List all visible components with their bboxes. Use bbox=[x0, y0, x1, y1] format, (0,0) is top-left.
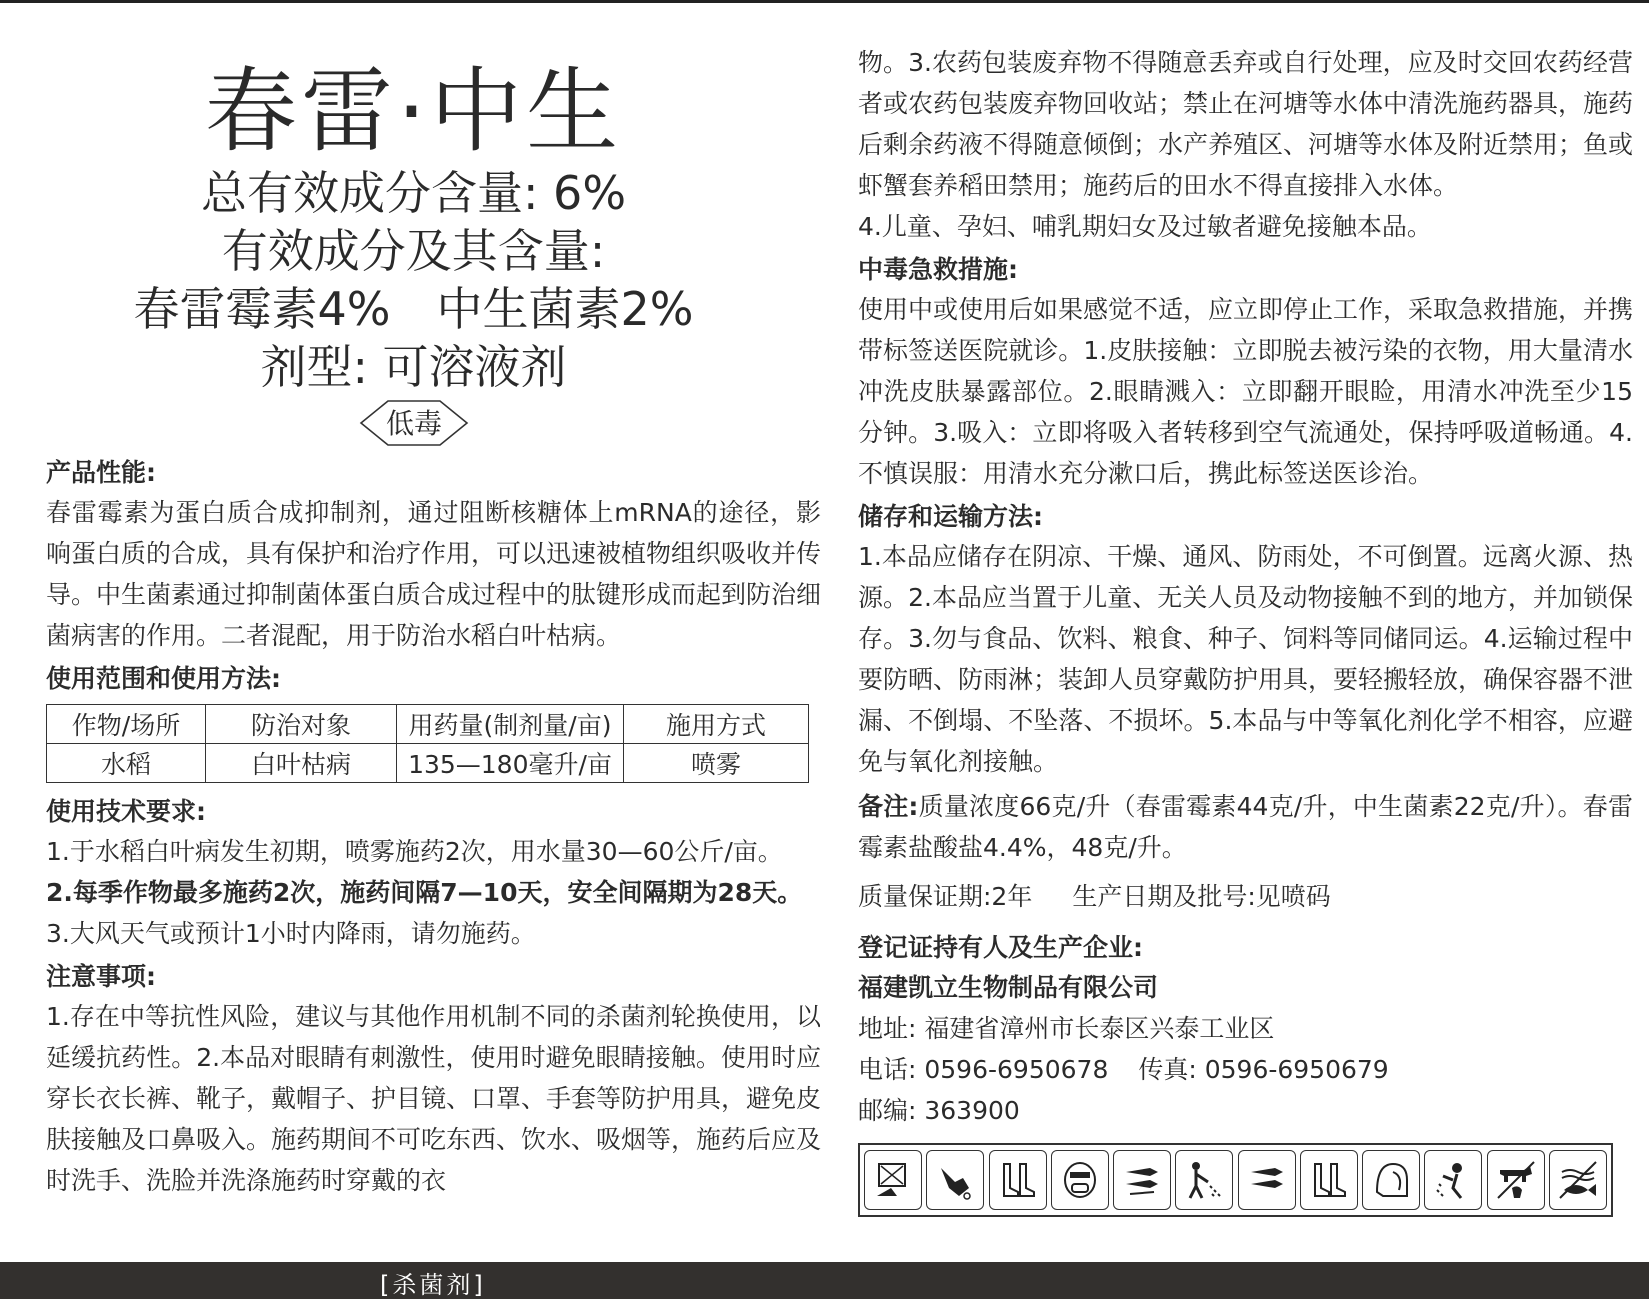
table-row bbox=[47, 744, 809, 783]
cautions-text-left: 1.存在中等抗性风险，建议与其他作用机制不同的杀菌剂轮换使用，以延缓抗药性。2.本品对眼睛有刺激性，使用时避免眼睛接触。使用时应穿长衣长裤、靴子，戴帽子、护目镜、口罩、手套等防护用具，避免皮肤接触及口鼻吸入。施药期间不可吃东西、饮水、吸烟等，施药后应及时洗手、洗脸并洗涤施药时穿戴的衣 bbox=[46, 1002, 822, 1195]
technique-heading: 使用技术要求: bbox=[46, 797, 206, 826]
table-header-cell: 施用方式 bbox=[624, 705, 809, 744]
toxicity-mark bbox=[6, 398, 821, 450]
table-cell: 白叶枯病 bbox=[206, 744, 397, 783]
ingredients-heading: 有效成分及其含量: bbox=[221, 224, 606, 278]
remarks bbox=[858, 786, 1633, 868]
company-phone: 电话: 0596-6950678 bbox=[858, 1055, 1109, 1084]
performance-text: 春雷霉素为蛋白质合成抑制剂，通过阻断核糖体上mRNA的途径，影响蛋白质的合成，具有保护和治疗作用，可以迅速被植物组织吸收并传导。中生菌素通过抑制菌体蛋白质合成过程中的肽键形成而起到防治细菌病害的作用。二者混配，用于防治水稻白叶枯病。 bbox=[46, 498, 822, 650]
formulation: 剂型: 可溶液剂 bbox=[260, 340, 567, 394]
table-header-cell: 用药量(制剂量/亩) bbox=[397, 705, 624, 744]
wash-pictogram-icon bbox=[1113, 1150, 1171, 1210]
left-column bbox=[46, 60, 821, 1201]
cautions-text-right: 物。3.农药包装废弃物不得随意丢弃或自行处理，应及时交回农药经营者或农药包装废弃物回收站；禁止在河塘等水体中清洗施药器具，施药后剩余药液不得随意倾倒；水产养殖区、河塘等水体及附近禁用；鱼或虾蟹套养稻田禁用；施药后的田水不得直接排入水体。 bbox=[858, 48, 1634, 200]
company-contact bbox=[858, 1049, 1633, 1090]
company-heading: 登记证持有人及生产企业: bbox=[858, 933, 1143, 962]
technique-item-2: 2.每季作物最多施药2次，施药间隔7—10天，安全间隔期为28天。 bbox=[46, 878, 803, 907]
table-cell: 水稻 bbox=[47, 744, 206, 783]
shelf-info bbox=[858, 876, 1633, 917]
batch-info: 生产日期及批号:见喷码 bbox=[1072, 882, 1331, 911]
toxicity-diamond-icon bbox=[358, 398, 470, 448]
toxicity-label: 低毒 bbox=[385, 407, 442, 440]
technique-item-1: 1.于水稻白叶病发生初期，喷雾施药2次，用水量30—60公斤/亩。 bbox=[46, 837, 783, 866]
right-column bbox=[858, 42, 1633, 1217]
mixing-pictogram-icon bbox=[864, 1150, 922, 1210]
top-border bbox=[0, 0, 1649, 3]
remarks-text: 质量浓度66克/升（春雷霉素44克/升，中生菌素22克/升）。春雷霉素盐酸盐4.4%，48克/升。 bbox=[858, 792, 1633, 862]
technique-item-3: 3.大风天气或预计1小时内降雨，请勿施药。 bbox=[46, 919, 536, 948]
table-header-cell: 作物/场所 bbox=[47, 705, 206, 744]
table-cell: 135—180毫升/亩 bbox=[397, 744, 624, 783]
fish-hazard-pictogram-icon bbox=[1549, 1150, 1607, 1210]
pictogram-strip bbox=[858, 1143, 1613, 1217]
company-address: 地址: 福建省漳州市长泰区兴泰工业区 bbox=[858, 1014, 1275, 1043]
footer-bar bbox=[0, 1262, 1649, 1299]
remarks-label: 备注: bbox=[858, 792, 919, 821]
boots-pictogram-icon bbox=[1300, 1150, 1358, 1210]
gloves-pictogram-icon bbox=[926, 1150, 984, 1210]
spraying-pictogram-icon bbox=[1175, 1150, 1233, 1210]
company-fax: 传真: 0596-6950679 bbox=[1138, 1055, 1389, 1084]
storage-heading: 储存和运输方法: bbox=[858, 502, 1043, 531]
storage-text: 1.本品应储存在阴凉、干燥、通风、防雨处，不可倒置。远离火源、热源。2.本品应当置于儿童、无关人员及动物接触不到的地方，并加锁保存。3.勿与食品、饮料、粮食、种子、饲料等同储同运。4.运输过程中要防晒、防雨淋；装卸人员穿戴防护用具，要轻搬轻放，确保容器不泄漏、不倒塌、不坠落、不损坏。5.本品与中等氧化剂化学不相容，应避免与氧化剂接触。 bbox=[858, 542, 1634, 776]
face-shield-pictogram-icon bbox=[1362, 1150, 1420, 1210]
company-postcode: 邮编: 363900 bbox=[858, 1096, 1020, 1125]
performance-heading: 产品性能: bbox=[46, 458, 156, 487]
washing-pictogram-icon bbox=[1424, 1150, 1482, 1210]
livestock-hazard-pictogram-icon bbox=[1487, 1150, 1545, 1210]
company-name: 福建凯立生物制品有限公司 bbox=[858, 973, 1159, 1002]
cautions-item-4: 4.儿童、孕妇、哺乳期妇女及过敏者避免接触本品。 bbox=[858, 212, 1432, 241]
usage-table bbox=[46, 704, 809, 783]
category-label: [杀菌剂] bbox=[380, 1271, 486, 1299]
warranty: 质量保证期:2年 bbox=[858, 882, 1033, 911]
usage-heading: 使用范围和使用方法: bbox=[46, 664, 281, 693]
gloves-pictogram-icon bbox=[1238, 1150, 1296, 1210]
total-content: 总有效成分含量: 6% bbox=[200, 166, 627, 220]
product-title: 春雷·中生 bbox=[204, 58, 623, 165]
table-header-row bbox=[47, 705, 809, 744]
mask-pictogram-icon bbox=[1051, 1150, 1109, 1210]
first-aid-heading: 中毒急救措施: bbox=[858, 255, 1018, 284]
table-cell: 喷雾 bbox=[624, 744, 809, 783]
ingredients: 春雷霉素4% 中生菌素2% bbox=[133, 282, 694, 336]
table-header-cell: 防治对象 bbox=[206, 705, 397, 744]
cautions-heading: 注意事项: bbox=[46, 962, 156, 991]
boots-pictogram-icon bbox=[989, 1150, 1047, 1210]
first-aid-text: 使用中或使用后如果感觉不适，应立即停止工作，采取急救措施，并携带标签送医院就诊。1.皮肤接触：立即脱去被污染的衣物，用大量清水冲洗皮肤暴露部位。2.眼睛溅入：立即翻开眼睑，用清水冲洗至少15分钟。3.吸入：立即将吸入者转移到空气流通处，保持呼吸道畅通。4.不慎误服：用清水充分漱口后，携此标签送医诊治。 bbox=[858, 295, 1634, 488]
